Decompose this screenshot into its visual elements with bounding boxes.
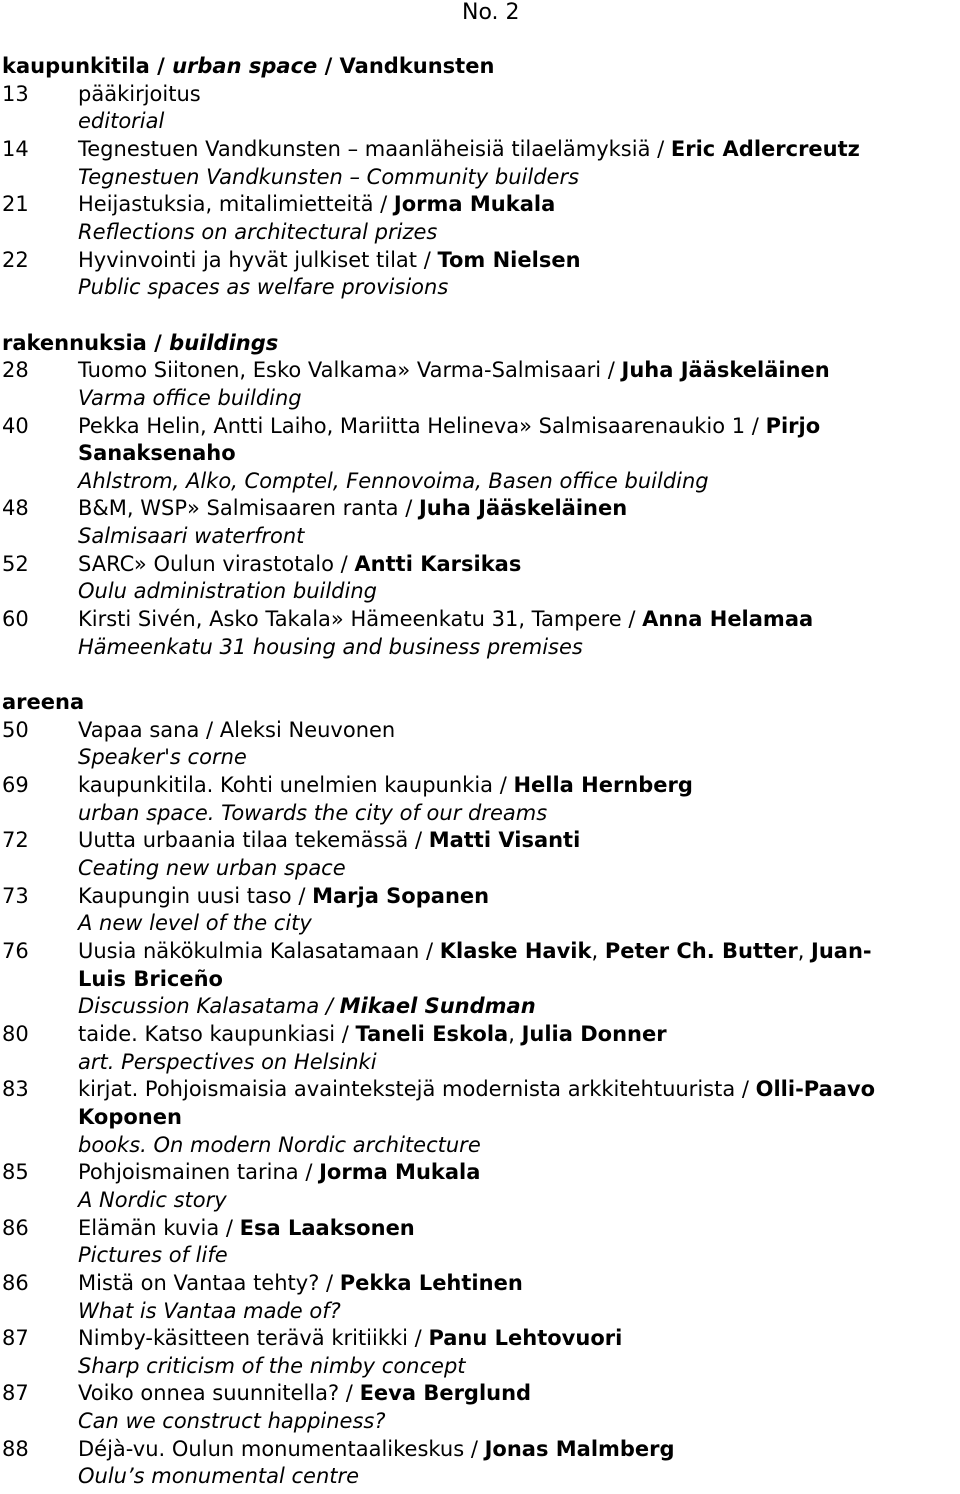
author: Matti Visanti: [428, 828, 581, 853]
author: Juha Jääskeläinen: [418, 496, 628, 521]
section-heading-areena: areena: [2, 690, 85, 715]
author: Pekka Lehtinen: [339, 1270, 523, 1295]
page-number: 88: [2, 1436, 29, 1461]
toc-entry[interactable]: [2, 191, 960, 219]
page-number: 87: [2, 1326, 29, 1351]
title-fi: Vapaa sana / Aleksi Neuvonen: [78, 717, 396, 742]
toc-entry[interactable]: [2, 1270, 960, 1298]
author: Mikael Sundman: [339, 994, 536, 1019]
page-number: 13: [2, 81, 29, 106]
title-fi: Kaupungin uusi taso /: [78, 883, 313, 908]
toc-entry[interactable]: [2, 495, 960, 523]
title-fi: Pohjoismainen tarina /: [78, 1160, 320, 1185]
title-en: A Nordic story: [78, 1187, 227, 1212]
title-fi: Pekka Helin, Antti Laiho, Mariitta Helineva» Salmisaarenaukio 1 /: [78, 413, 766, 438]
title-en: Sharp criticism of the nimby concept: [78, 1353, 466, 1378]
title-fi: Tegnestuen Vandkunsten – maanläheisiä tilaelämyksiä /: [78, 136, 671, 161]
section-spacer: [2, 302, 960, 330]
author: Taneli Eskola: [355, 1021, 509, 1046]
toc-entry[interactable]: [2, 247, 960, 275]
title-fi: kirjat. Pohjoismaisia avaintekstejä modernista arkkitehtuurista /: [78, 1077, 756, 1102]
author: Jonas Malmberg: [484, 1436, 675, 1461]
toc-entry[interactable]: [2, 81, 960, 109]
toc-entry[interactable]: [2, 357, 960, 385]
title-en: Speaker's corne: [78, 745, 247, 770]
toc-entry[interactable]: [2, 1159, 960, 1187]
title-fi: B&M, WSP» Salmisaaren ranta /: [78, 496, 419, 521]
toc-entry[interactable]: [2, 1380, 960, 1408]
section-heading-buildings: rakennuksia / buildings: [2, 330, 279, 355]
title-en: Hämeenkatu 31 housing and business premises: [78, 634, 583, 659]
title-en: Ceating new urban space: [78, 856, 346, 880]
toc-entry[interactable]: [2, 1325, 960, 1353]
page-number: 72: [2, 828, 29, 853]
title-en: Tegnestuen Vandkunsten – Community builders: [78, 164, 580, 189]
issue-number: No. 2: [462, 0, 520, 25]
page-number: 80: [2, 1021, 29, 1046]
title-fi: Kirsti Sivén, Asko Takala» Hämeenkatu 31, Tampere /: [78, 607, 643, 632]
table-of-contents: [2, 53, 960, 1491]
page-number: 69: [2, 773, 29, 798]
page-number: 83: [2, 1077, 29, 1102]
toc-entry[interactable]: [2, 1076, 960, 1104]
page-number: 40: [2, 413, 29, 438]
toc-entry[interactable]: 80 taide. Katso kaupunkiasi / Taneli Eskola, Julia Donner: [2, 1021, 960, 1049]
page-number: 86: [2, 1215, 29, 1240]
toc-entry[interactable]: [2, 606, 960, 634]
toc-entry[interactable]: [2, 1436, 960, 1464]
page-number: 21: [2, 192, 29, 217]
title-en: urban space. Towards the city of our dreams: [78, 800, 548, 825]
toc-entry[interactable]: [2, 827, 960, 855]
title-en: Ahlstrom, Alko, Comptel, Fennovoima, Basen office building: [78, 468, 709, 493]
author: Esa Laaksonen: [239, 1215, 415, 1240]
toc-entry[interactable]: [2, 136, 960, 164]
page-number: 87: [2, 1381, 29, 1406]
title-en: Oulu administration building: [78, 579, 377, 604]
title-en: What is Vantaa made of?: [78, 1298, 341, 1323]
title-en: Can we construct happiness?: [78, 1409, 386, 1434]
title-fi: Heijastuksia, mitalimietteitä /: [78, 192, 394, 217]
title-en: Reflections on architectural prizes: [78, 219, 438, 244]
author: Tom Nielsen: [437, 247, 581, 272]
page-number: 28: [2, 358, 29, 383]
page-number: 52: [2, 551, 29, 576]
author: Eric Adlercreutz: [670, 136, 860, 161]
page-number: 86: [2, 1270, 29, 1295]
page-number: 60: [2, 607, 29, 632]
toc-entry[interactable]: [2, 772, 960, 800]
toc-entry[interactable]: [2, 551, 960, 579]
title-fi: Elämän kuvia /: [78, 1215, 240, 1240]
author-continued: Sanaksenaho: [78, 441, 236, 466]
page-number: 85: [2, 1160, 29, 1185]
author: Juha Jääskeläinen: [621, 358, 830, 383]
title-en: Pictures of life: [78, 1243, 228, 1268]
page-number: 14: [2, 136, 29, 161]
title-fi: SARC» Oulun virastotalo /: [78, 551, 355, 576]
toc-entry[interactable]: [2, 1215, 960, 1243]
title-en: Varma office building: [78, 385, 302, 410]
author-continued: Koponen: [78, 1104, 182, 1129]
title-fi: Mistä on Vantaa tehty? /: [78, 1270, 340, 1295]
title-en: Public spaces as welfare provisions: [78, 275, 449, 300]
title-fi: pääkirjoitus: [78, 81, 201, 106]
author-continued: Luis Briceño: [78, 966, 223, 991]
page-number: 76: [2, 938, 29, 963]
toc-entry[interactable]: [2, 883, 960, 911]
author: Pirjo: [765, 413, 821, 438]
title-fi: Déjà-vu. Oulun monumentaalikeskus /: [78, 1436, 485, 1461]
title-fi: Hyvinvointi ja hyvät julkiset tilat /: [78, 247, 438, 272]
title-fi: Uusia näkökulmia Kalasatamaan /: [78, 938, 440, 963]
author: Olli-Paavo: [755, 1077, 876, 1102]
title-en: A new level of the city: [78, 911, 312, 936]
page-number: 48: [2, 496, 29, 521]
title-en: Oulu’s monumental centre: [78, 1464, 360, 1489]
section-spacer: [2, 661, 960, 689]
author: Jorma Mukala: [393, 192, 556, 217]
title-fi: Nimby-käsitteen terävä kritiikki /: [78, 1326, 429, 1351]
title-en: editorial: [78, 109, 165, 134]
author: Jorma Mukala: [319, 1160, 481, 1185]
author: Eeva Berglund: [359, 1381, 532, 1406]
page-number: 50: [2, 717, 29, 742]
author: Marja Sopanen: [312, 883, 490, 908]
title-fi: Uutta urbaania tilaa tekemässä /: [78, 828, 429, 853]
author: Julia Donner: [521, 1021, 667, 1046]
section-heading-urban-space: kaupunkitila / urban space / Vandkunsten: [2, 54, 495, 78]
title-en: books. On modern Nordic architecture: [78, 1132, 481, 1157]
author: Klaske Havik: [439, 938, 592, 963]
author: Juan-: [811, 938, 872, 963]
toc-entry[interactable]: [2, 413, 960, 441]
title-en: Salmisaari waterfront: [78, 524, 305, 549]
title-en: Discussion Kalasatama / Mikael Sundman: [78, 994, 536, 1019]
author: Antti Karsikas: [354, 551, 522, 576]
title-fi: Tuomo Siitonen, Esko Valkama» Varma-Salmisaari /: [78, 358, 622, 383]
title-fi: taide. Katso kaupunkiasi /: [78, 1021, 356, 1046]
author: Anna Helamaa: [642, 607, 814, 632]
title-en: art. Perspectives on Helsinki: [78, 1049, 377, 1074]
author: Peter Ch. Butter: [604, 938, 798, 963]
title-fi: kaupunkitila. Kohti unelmien kaupunkia /: [78, 773, 514, 798]
page-number: 22: [2, 247, 29, 272]
toc-entry[interactable]: 76 Uusia näkökulmia Kalasatamaan / Klaske Havik, Peter Ch. Butter, Juan-: [2, 938, 960, 966]
title-fi: Voiko onnea suunnitella? /: [78, 1381, 360, 1406]
author: Hella Hernberg: [513, 773, 693, 798]
author: Panu Lehtovuori: [428, 1326, 623, 1351]
page-number: 73: [2, 883, 29, 908]
toc-entry[interactable]: [2, 717, 960, 745]
